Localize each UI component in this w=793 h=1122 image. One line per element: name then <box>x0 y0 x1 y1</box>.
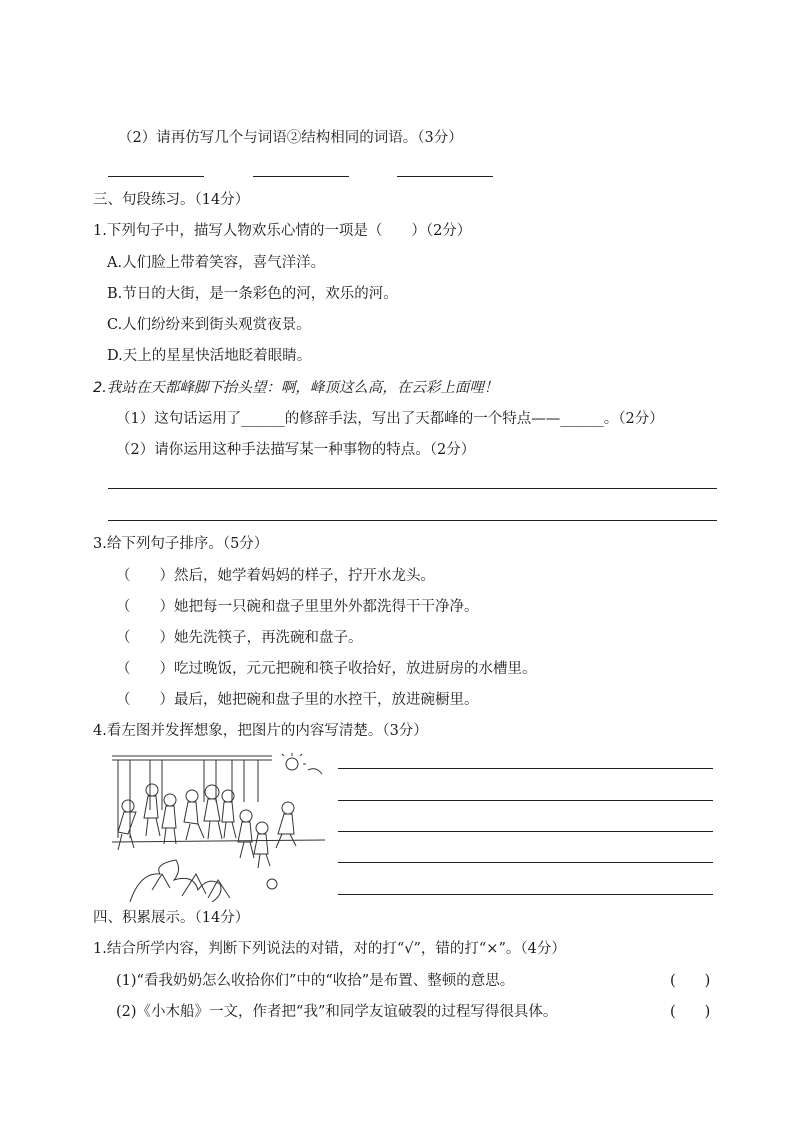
picture-writing-line-1[interactable] <box>338 768 713 769</box>
s4-q1-item-1-answer[interactable]: ( ) <box>670 973 711 989</box>
q3-item-5: （ ）最后，她把碗和盘子里的水控干，放进碗橱里。 <box>116 692 479 708</box>
q3-item-3: （ ）她先洗筷子，再洗碗和盘子。 <box>116 630 363 646</box>
q1-option-a: A.人们脸上带着笑容，喜气洋洋。 <box>107 255 326 271</box>
picture-writing-line-3[interactable] <box>338 831 713 832</box>
q1-option-c: C.人们纷纷来到街头观赏夜景。 <box>107 317 311 333</box>
writing-line-1[interactable] <box>108 488 717 489</box>
children-playing-illustration <box>112 750 325 902</box>
q3-item-2: （ ）她把每一只碗和盘子里里外外都洗得干干净净。 <box>116 599 479 615</box>
answer-blank-1[interactable] <box>108 176 204 177</box>
section4-title: 四、积累展示。（14分） <box>93 910 250 926</box>
q1-stem: 1.下列句子中，描写人物欢乐心情的一项是（ ）（2分） <box>93 223 472 239</box>
picture-writing-line-4[interactable] <box>338 862 713 863</box>
s4-q1-item-1: (1)“看我奶奶怎么收拾你们”中的“收拾”是布置、整顿的意思。 <box>116 973 515 989</box>
s4-q1-stem: 1.结合所学内容，判断下列说法的对错，对的打“√”，错的打“×”。（4分） <box>93 941 566 957</box>
q4-stem: 4.看左图并发挥想象，把图片的内容写清楚。（3分） <box>93 723 428 739</box>
section3-title: 三、句段练习。（14分） <box>93 192 250 208</box>
q2-sub1: （1）这句话运用了______的修辞手法，写出了天都峰的一个特点——______。（2分） <box>116 411 664 427</box>
q3-stem: 3.给下列句子排序。（5分） <box>93 536 269 552</box>
q2-sub2: （2）请你运用这种手法描写某一种事物的特点。（2分） <box>116 442 476 458</box>
q3-item-4: （ ）吃过晚饭，元元把碗和筷子收拾好，放进厨房的水槽里。 <box>116 661 537 677</box>
q1-option-d: D.天上的星星快活地眨着眼睛。 <box>107 348 312 364</box>
answer-blank-2[interactable] <box>253 176 349 177</box>
q1-option-b: B.节日的大街，是一条彩色的河，欢乐的河。 <box>107 286 398 302</box>
q2-stem: 2.我站在天都峰脚下抬头望：啊，峰顶这么高，在云彩上面哩！ <box>93 380 499 396</box>
prev-q2: （2）请再仿写几个与词语②结构相同的词语。（3分） <box>118 130 463 146</box>
answer-blank-3[interactable] <box>397 176 493 177</box>
picture-writing-line-2[interactable] <box>338 800 713 801</box>
writing-line-2[interactable] <box>108 520 717 521</box>
s4-q1-item-2: (2)《小木船》一文，作者把“我”和同学友谊破裂的过程写得很具体。 <box>116 1004 558 1020</box>
q3-item-1: （ ）然后，她学着妈妈的样子，拧开水龙头。 <box>116 568 435 584</box>
picture-writing-line-5[interactable] <box>338 894 713 895</box>
s4-q1-item-2-answer[interactable]: ( ) <box>670 1004 711 1020</box>
